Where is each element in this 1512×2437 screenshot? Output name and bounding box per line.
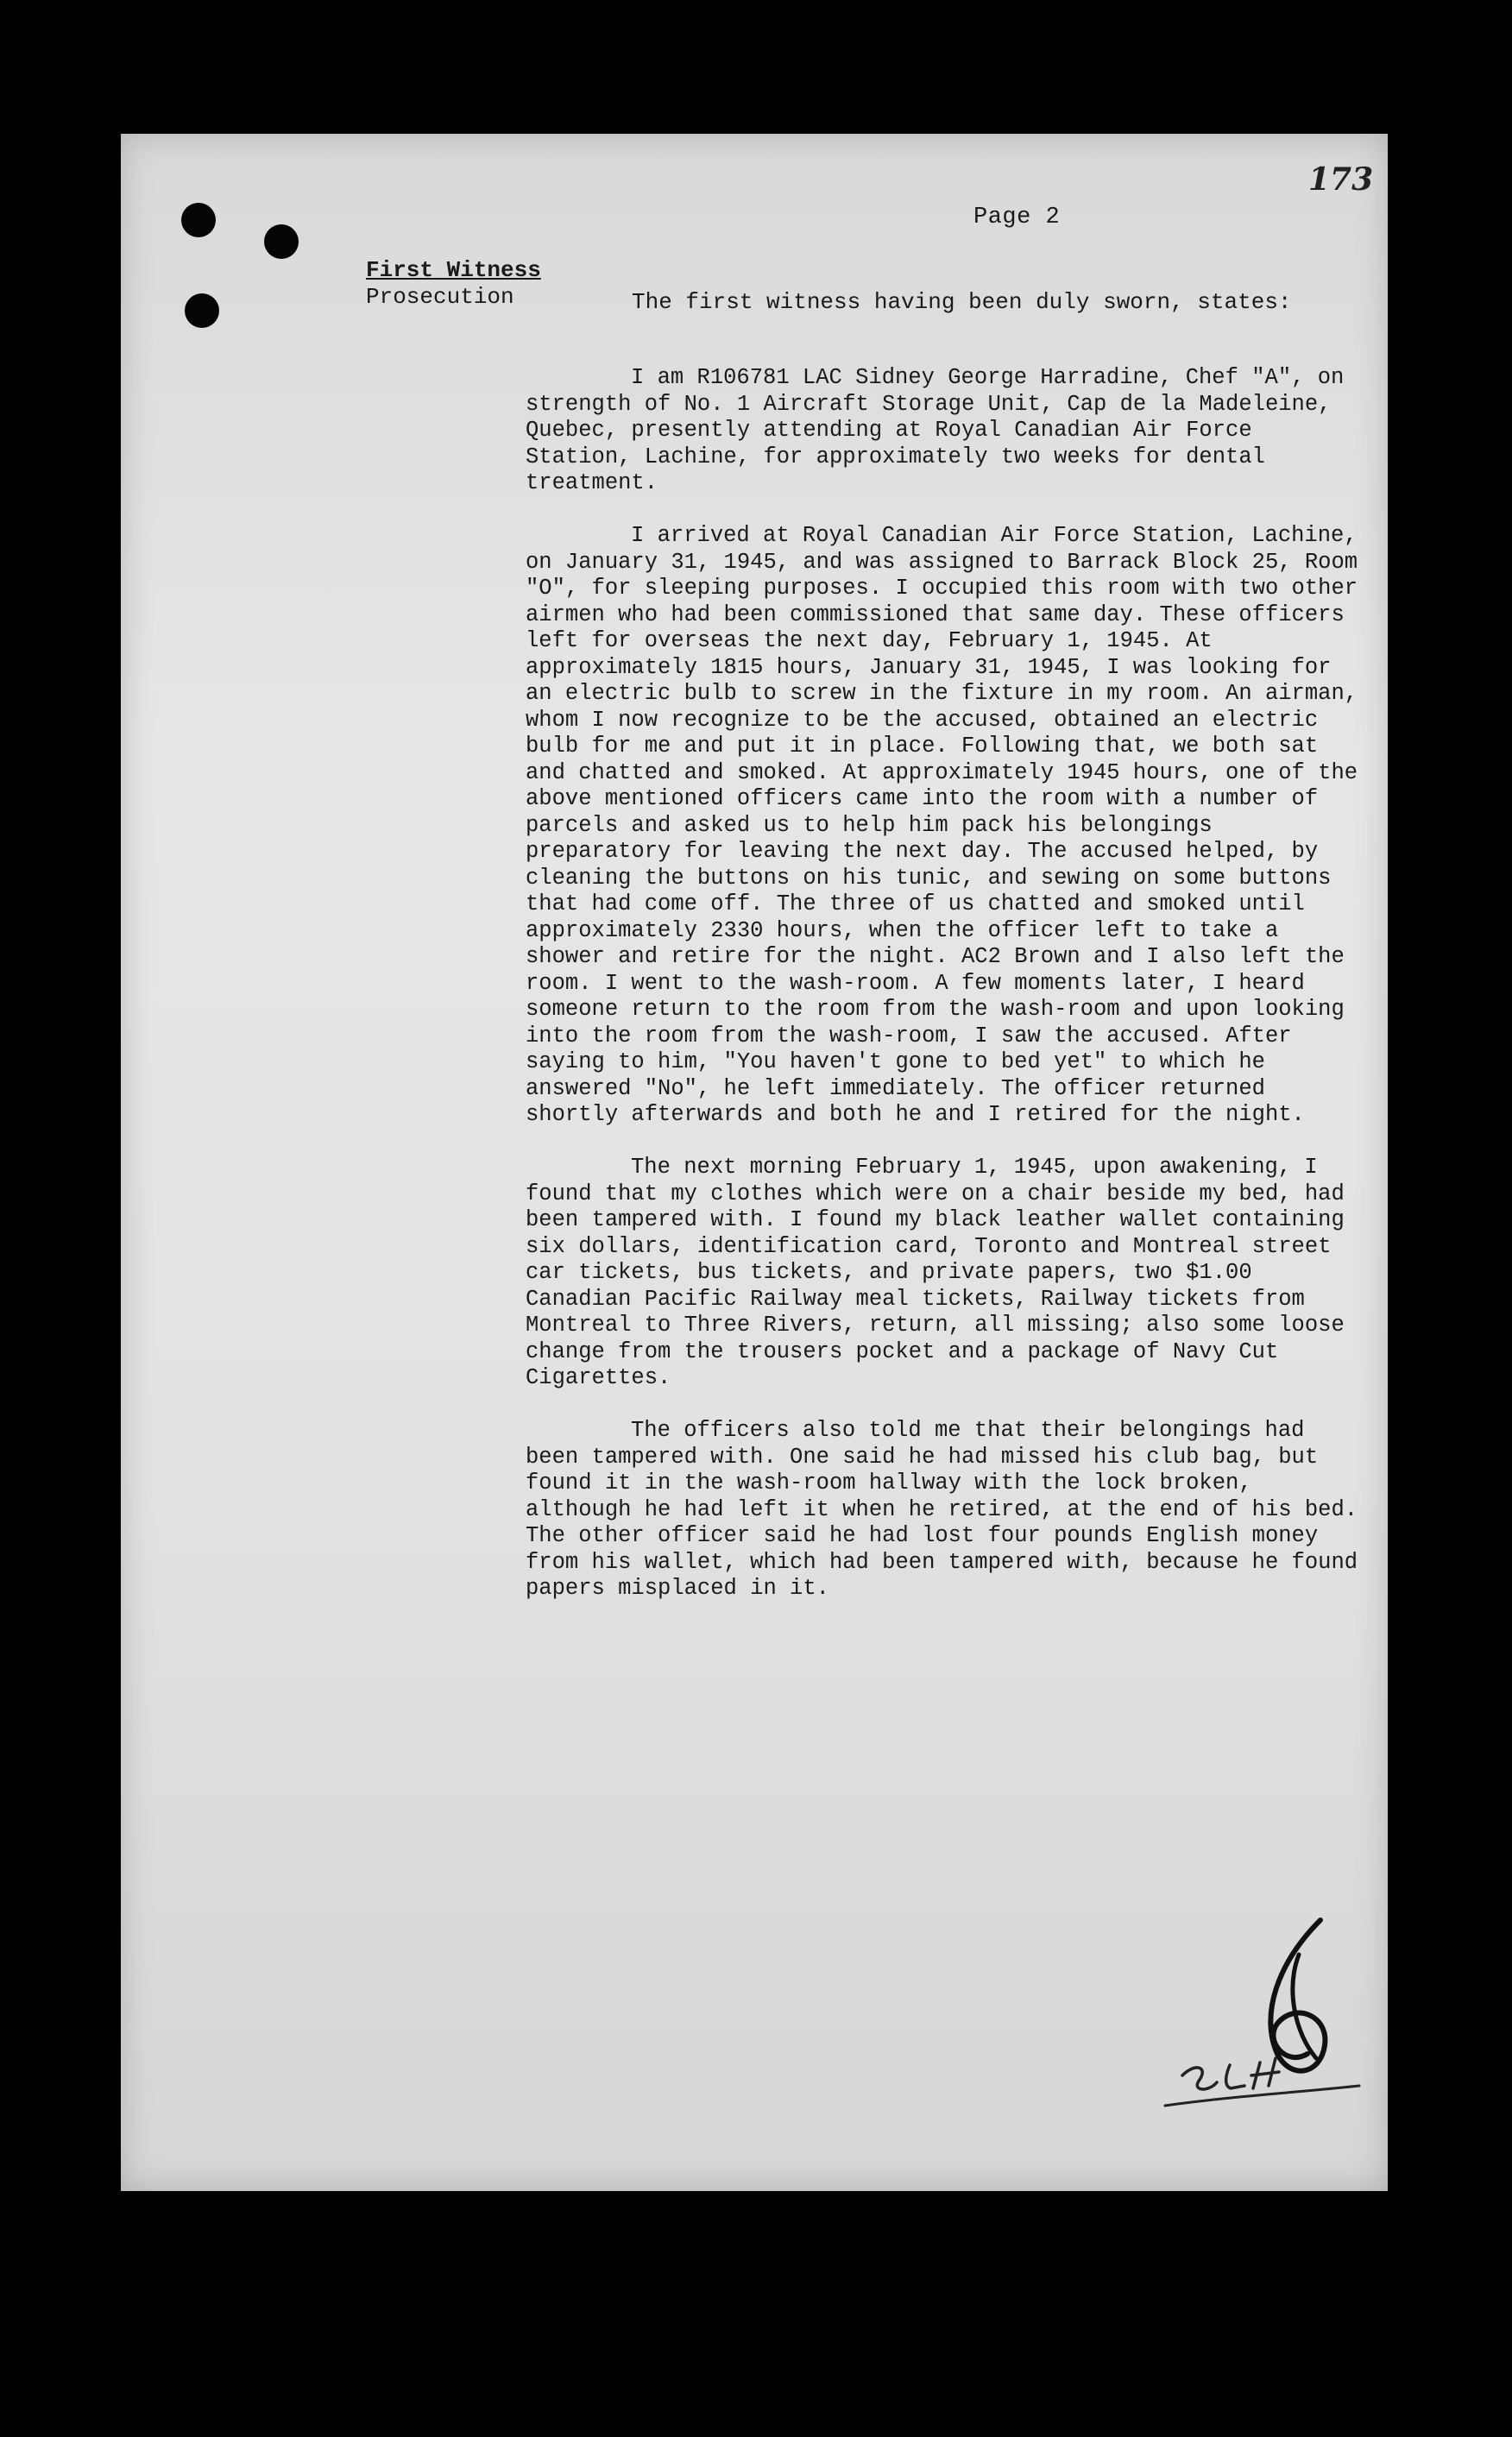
testimony-paragraph: The next morning February 1, 1945, upon awakening, I found that my clothes which were on a chair beside my bed, had been tampered with. I found my black leather wallet containing six dollars, identification card, Toronto and Montreal street car tickets, bus tickets, and private papers, two $1.00 Canadian Pacific Railway meal tickets, Railway tickets from Montreal to Three Rivers, return, all missing; also some loose change from the trousers pocket and a package of Navy Cut Cigarettes. (526, 1155, 1345, 1390)
punch-hole (264, 224, 299, 259)
testimony-paragraph: The officers also told me that their belongings had been tampered with. One said he had missed his club bag, but found it in the wash-room hallway with the lock broken, although he had left it when he retired, at the end of his bed. The other officer said he had lost four pounds English money from his wallet, which had been tampered with, because he found papers misplaced in it. (526, 1418, 1358, 1601)
testimony-body (526, 365, 1363, 1628)
testimony-paragraph: I arrived at Royal Canadian Air Force Station, Lachine, on January 31, 1945, and was assigned to Barrack Block 25, Room "O", for sleeping purposes. I occupied this room with two other airmen who had been commissioned that same day. These officers left for overseas the next day, February 1, 1945. At approximately 1815 hours, January 31, 1945, I was looking for an electric bulb to screw in the fixture in my room. An airman, whom I now recognize to be the accused, obtained an electric bulb for me and put it in place. Following that, we both sat and chatted and smoked. At approximately 1945 hours, one of the above mentioned officers came into the room with a number of parcels and asked us to help him pack his belongings preparatory for leaving the next day. The accused helped, by cleaning the buttons on his tunic, and sewing on some buttons that had come off. The three of us chatted and smoked until approximately 2330 hours, when the officer left to take a shower and retire for the night. AC2 Brown and I also left the room. I went to the wash-room. A few moments later, I heard someone return to the room from the wash-room and upon looking into the room from the wash-room, I saw the accused. After saying to him, "You haven't gone to bed yet" to which he answered "No", he left immediately. The officer returned shortly afterwards and both he and I retired for the night. (526, 523, 1358, 1127)
page-number: Page 2 (973, 205, 1061, 230)
witness-side: Prosecution (366, 284, 514, 310)
handwritten-initials (1148, 1903, 1372, 2110)
punch-hole (185, 293, 219, 328)
punch-hole (181, 203, 216, 237)
document-page (121, 134, 1388, 2191)
sworn-statement-intro: The first witness having been duly sworn, states: (632, 289, 1292, 315)
witness-heading (366, 257, 541, 311)
folio-number: 173 (1308, 161, 1374, 198)
witness-title: First Witness (366, 257, 541, 283)
testimony-paragraph: I am R106781 LAC Sidney George Harradine, Chef "A", on strength of No. 1 Aircraft Storage Unit, Cap de la Madeleine, Quebec, presently attending at Royal Canadian Air Force Station, Lachine, for approximately two weeks for dental treatment. (526, 365, 1345, 495)
